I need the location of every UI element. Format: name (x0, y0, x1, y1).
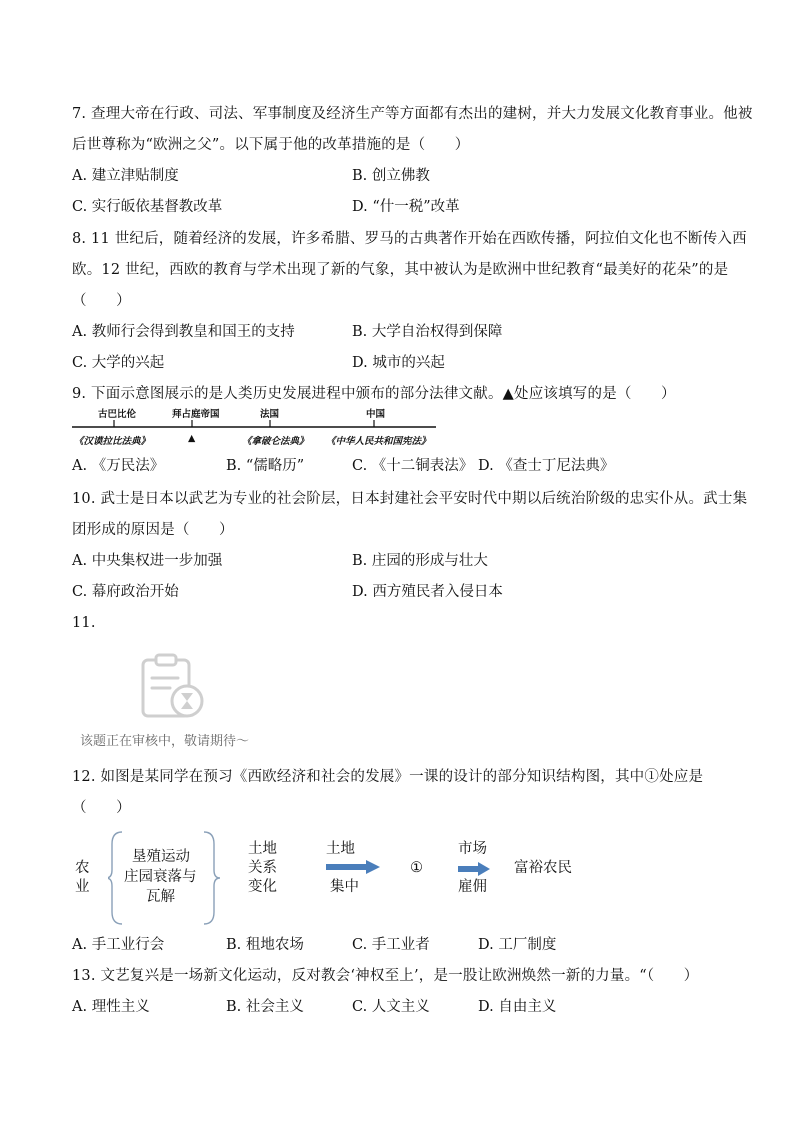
q9-option-d: D. 《查士丁尼法典》 (478, 458, 615, 474)
q9-option-c: C. 《十二铜表法》 (352, 458, 474, 474)
q11-review-placeholder: 该题正在审核中，敬请期待～ (80, 734, 250, 749)
diagram-blank-1: ① (410, 860, 423, 876)
q11-number: 11. (72, 615, 96, 631)
q8-option-c: C. 大学的兴起 (72, 355, 165, 371)
q10-option-a: A. 中央集权进一步加强 (72, 553, 223, 569)
q7-option-b: B. 创立佛教 (352, 168, 430, 184)
q10-stem-line1: 10. 武士是日本以武艺为专业的社会阶层，日本封建社会平安时代中期以后统治阶级的忠实仆从。武士集 (72, 491, 748, 507)
q8-option-a: A. 教师行会得到教皇和国王的支持 (72, 324, 295, 340)
q7-option-c: C. 实行皈依基督教改革 (72, 199, 223, 215)
timeline-doc-prc-constitution: 《中华人民共和国宪法》 (326, 436, 431, 447)
q12-stem-line2: （ ） (72, 800, 131, 816)
diagram-agriculture-2: 业 (75, 879, 90, 895)
diagram-arrow2-hire: 雇佣 (458, 879, 487, 895)
arrow-right-icon (326, 859, 382, 875)
q12-option-b: B. 租地农场 (226, 937, 304, 953)
q8-stem-line1: 8. 11 世纪后，随着经济的发展，许多希腊、罗马的古典著作开始在西欧传播，阿拉伯文化也不断传入西 (72, 231, 747, 247)
q7-option-d: D. “什一税”改革 (352, 199, 460, 215)
diagram-agriculture-1: 农 (75, 860, 90, 876)
q8-option-d: D. 城市的兴起 (352, 355, 445, 371)
q10-option-c: C. 幕府政治开始 (72, 584, 179, 600)
diagram-arrow2-market: 市场 (458, 841, 487, 857)
timeline-label-china: 中国 (366, 409, 386, 420)
q12-option-c: C. 手工业者 (352, 937, 430, 953)
timeline-doc-triangle: ▲ (188, 433, 196, 444)
timeline-label-france: 法国 (260, 409, 280, 420)
q12-option-d: D. 工厂制度 (478, 937, 557, 953)
q12-knowledge-diagram (72, 828, 632, 928)
diagram-arrow1-concentration: 集中 (330, 879, 359, 895)
diagram-arrow1-land: 土地 (326, 841, 355, 857)
q9-option-b: B. “儒略历” (226, 458, 305, 474)
q8-option-b: B. 大学自治权得到保障 (352, 324, 503, 340)
q13-option-d: D. 自由主义 (478, 999, 557, 1015)
diagram-rich-peasants: 富裕农民 (514, 860, 572, 876)
q8-stem-line3: （ ） (72, 293, 131, 309)
q7-stem-line1: 7. 查理大帝在行政、司法、军事制度及经济生产等方面都有杰出的建树，并大力发展文化教育事业。他被 (72, 106, 753, 122)
q9-timeline (72, 406, 438, 448)
diagram-manor-decline: 庄园衰落与 (124, 869, 197, 885)
q9-stem-line1: 9. 下面示意图展示的是人类历史发展进程中颁布的部分法律文献。▲处应该填写的是（ ） (72, 386, 676, 402)
timeline-axis (72, 418, 438, 432)
q10-option-b: B. 庄园的形成与壮大 (352, 553, 488, 569)
q13-option-a: A. 理性主义 (72, 999, 150, 1015)
q9-option-a: A. 《万民法》 (72, 458, 165, 474)
diagram-change: 变化 (248, 879, 277, 895)
q13-option-b: B. 社会主义 (226, 999, 304, 1015)
timeline-label-byzantine: 拜占庭帝国 (172, 409, 220, 420)
q12-stem-line1: 12. 如图是某同学在预习《西欧经济和社会的发展》一课的设计的部分知识结构图，其中①处应是 (72, 769, 704, 785)
timeline-doc-hammurabi: 《汉谟拉比法典》 (74, 436, 151, 447)
diagram-relations: 关系 (248, 860, 277, 876)
q10-option-d: D. 西方殖民者入侵日本 (352, 584, 503, 600)
q13-option-c: C. 人文主义 (352, 999, 430, 1015)
diagram-collapse: 瓦解 (146, 889, 175, 905)
diagram-reclamation: 垦殖运动 (132, 849, 190, 865)
q13-stem-line1: 13. 文艺复兴是一场新文化运动，反对教会‘神权至上’，是一股让欧洲焕然一新的力量。“（ ） (72, 968, 699, 984)
timeline-label-babylon: 古巴比伦 (98, 409, 137, 420)
arrow-right-icon (458, 861, 492, 877)
timeline-doc-napoleon: 《拿破仑法典》 (242, 436, 309, 447)
q12-option-a: A. 手工业行会 (72, 937, 165, 953)
q10-stem-line2: 团形成的原因是（ ） (72, 522, 234, 538)
q7-stem-line2: 后世尊称为“欧洲之父”。以下属于他的改革措施的是（ ） (72, 137, 470, 153)
clipboard-hourglass-icon (140, 652, 206, 720)
q8-stem-line2: 欧。12 世纪，西欧的教育与学术出现了新的气象，其中被认为是欧洲中世纪教育“最美好的花朵”的是 (72, 262, 729, 278)
diagram-land: 土地 (248, 841, 277, 857)
q7-option-a: A. 建立津贴制度 (72, 168, 179, 184)
